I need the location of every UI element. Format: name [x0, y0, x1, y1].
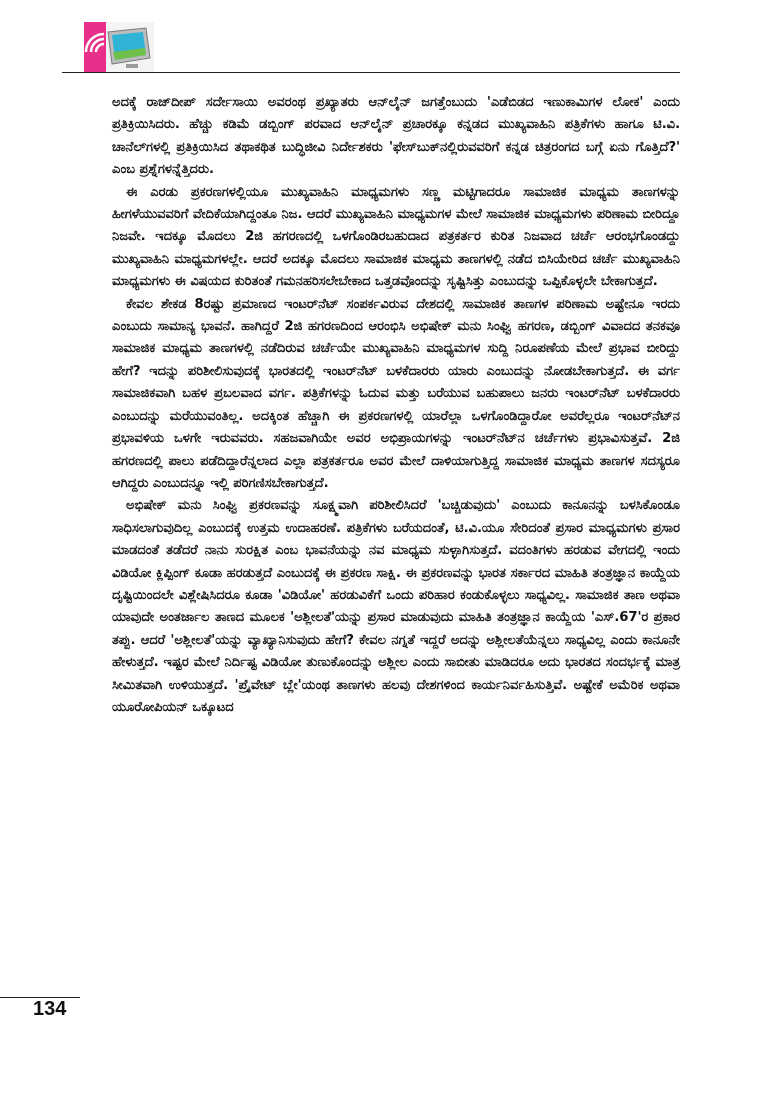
paragraph-4: ಅಭಿಷೇಕ್ ಮನು ಸಿಂಘ್ವಿ ಪ್ರಕರಣವನ್ನು ಸೂಕ್ಷ್ಮವಾಗಿ ಪರಿಶೀಲಿಸಿದರೆ 'ಬಚ್ಚಿಡುವುದು' ಎಂಬುದು ಕಾನೂನನ್ನು ಬಳಸಿಕೊಂಡೂ ಸಾಧಿಸಲಾಗುವುದಿಲ್ಲ ಎಂಬುದಕ್ಕೆ ಉತ್ತಮ ಉದಾಹರಣೆ. ಪತ್ರಿಕೆಗಳು ಬರೆಯದಂತೆ, ಟಿ.ವಿ.ಯೂ ಸೇರಿದಂತೆ ಪ್ರಸಾರ ಮಾಧ್ಯಮಗಳು ಪ್ರಸಾರ ಮಾಡದಂತೆ ತಡೆದರೆ ನಾನು ಸುರಕ್ಷಿತ ಎಂಬ ಭಾವನೆಯನ್ನು ನವ ಮಾಧ್ಯಮ ಸುಳ್ಳಾಗಿಸುತ್ತದೆ. ವದಂತಿಗಳು ಹರಡುವ ವೇಗದಲ್ಲಿ ಇಂದು ವಿಡಿಯೋ ಕ್ಲಿಪ್ಪಿಂಗ್ ಕೂಡಾ ಹರಡುತ್ತದೆ ಎಂಬುದಕ್ಕೆ ಈ ಪ್ರಕರಣ ಸಾಕ್ಷಿ. ಈ ಪ್ರಕರಣವನ್ನು ಭಾರತ ಸರ್ಕಾರದ ಮಾಹಿತಿ ತಂತ್ರಜ್ಞಾನ ಕಾಯ್ದೆಯ ದೃಷ್ಟಿಯಿಂದಲೇ ವಿಶ್ಲೇಷಿಸಿದರೂ ಕೂಡಾ 'ವಿಡಿಯೋ' ಹರಡುವಿಕೆಗೆ ಒಂದು ಪರಿಹಾರ ಕಂಡುಕೊಳ್ಳಲು ಸಾಧ್ಯವಿಲ್ಲ. ಸಾಮಾಜಿಕ ತಾಣ ಅಥವಾ ಯಾವುದೇ ಅಂತರ್ಜಾಲ ತಾಣದ ಮೂಲಕ 'ಅಶ್ಲೀಲತೆ'ಯನ್ನು ಪ್ರಸಾರ ಮಾಡುವುದು ಮಾಹಿತಿ ತಂತ್ರಜ್ಞಾನ ಕಾಯ್ದೆಯ 'ಎಸ್.67'ರ ಪ್ರಕಾರ ತಪ್ಪು. ಆದರೆ 'ಅಶ್ಲೀಲತೆ'ಯನ್ನು ವ್ಯಾಖ್ಯಾನಿಸುವುದು ಹೇಗೆ? ಕೇವಲ ನಗ್ನತೆ ಇದ್ದರೆ ಅದನ್ನು ಅಶ್ಲೀಲತೆಯೆನ್ನಲು ಸಾಧ್ಯವಿಲ್ಲ ಎಂದು ಕಾನೂನೇ ಹೇಳುತ್ತದೆ. ಇಷ್ಟರ ಮೇಲೆ ನಿರ್ದಿಷ್ಟ ವಿಡಿಯೋ ತುಣುಕೊಂದನ್ನು ಅಶ್ಲೀಲ ಎಂದು ಸಾಬೀತು ಮಾಡಿದರೂ ಅದು ಭಾರತದ ಸಂದರ್ಭಕ್ಕೆ ಮಾತ್ರ ಸೀಮಿತವಾಗಿ ಉಳಿಯುತ್ತದೆ. 'ಪ್ರೈವೇಟ್ ಬ್ಲೇ'ಯಂಥ ತಾಣಗಳು ಹಲವು ದೇಶಗಳಿಂದ ಕಾರ್ಯನಿರ್ವಹಿಸುತ್ತಿವೆ. ಅಷ್ಟೇಕೆ ಅಮೆರಿಕ ಅಥವಾ ಯೂರೋಪಿಯನ್ ಒಕ್ಕೂಟದ [112, 498, 680, 715]
monitor-with-signal-icon [82, 22, 154, 72]
paragraph-1: ಅದಕ್ಕೆ ರಾಜ್‌ದೀಪ್ ಸರ್ದೇಸಾಯಿ ಅವರಂಥ ಪ್ರಖ್ಯಾತರು ಆನ್‌ಲೈನ್ ಜಗತ್ತೆಂಬುದು 'ಎಡೆಬಿಡದ ಇಣುಕಾಮಿಗಳ ಲೋಕ' ಎಂದು ಪ್ರತಿಕ್ರಿಯಿಸಿದರು. ಹೆಚ್ಚು ಕಡಿಮೆ ಡಬ್ಬಿಂಗ್ ಪರವಾದ ಆನ್‌ಲೈನ್ ಪ್ರಚಾರಕ್ಕೂ ಕನ್ನಡದ ಮುಖ್ಯವಾಹಿನಿ ಪತ್ರಿಕೆಗಳು ಹಾಗೂ ಟಿ.ವಿ. ಚಾನೆಲ್‌ಗಳಲ್ಲಿ ಪ್ರತಿಕ್ರಿಯಿಸಿದ ತಥಾಕಥಿತ ಬುದ್ಧಿಜೀವಿ ನಿರ್ದೇಶಕರು 'ಫೇಸ್‌ಬುಕ್‌ನಲ್ಲಿರುವವರಿಗೆ ಕನ್ನಡ ಚಿತ್ರರಂಗದ ಬಗ್ಗೆ ಏನು ಗೊತ್ತಿದೆ?' ಎಂಬ ಪ್ರಶ್ನೆಗಳನ್ನೆತ್ತಿದರು. [112, 95, 680, 178]
page-body [112, 92, 680, 719]
header-divider [62, 72, 680, 73]
page-number: 134 [33, 998, 67, 1020]
paragraph-3: ಕೇವಲ ಶೇಕಡ 8ರಷ್ಟು ಪ್ರಮಾಣದ ಇಂಟರ್‌ನೆಟ್ ಸಂಪರ್ಕವಿರುವ ದೇಶದಲ್ಲಿ ಸಾಮಾಜಿಕ ತಾಣಗಳ ಪರಿಣಾಮ ಅಷ್ಟೇನೂ ಇರದು ಎಂಬುದು ಸಾಮಾನ್ಯ ಭಾವನೆ. ಹಾಗಿದ್ದರೆ 2ಜಿ ಹಗರಣದಿಂದ ಆರಂಭಿಸಿ ಅಭಿಷೇಕ್ ಮನು ಸಿಂಘ್ವಿ ಹಗರಣ, ಡಬ್ಬಿಂಗ್ ವಿವಾದದ ತನಕವೂ ಸಾಮಾಜಿಕ ಮಾಧ್ಯಮ ತಾಣಗಳಲ್ಲಿ ನಡೆದಿರುವ ಚರ್ಚೆಯೇ ಮುಖ್ಯವಾಹಿನಿ ಮಾಧ್ಯಮಗಳ ಸುದ್ದಿ ನಿರೂಪಣೆಯ ಮೇಲೆ ಪ್ರಭಾವ ಬೀರಿದ್ದು ಹೇಗೆ? ಇದನ್ನು ಪರಿಶೀಲಿಸುವುದಕ್ಕೆ ಭಾರತದಲ್ಲಿ ಇಂಟರ್‌ನೆಟ್ ಬಳಕೆದಾರರು ಯಾರು ಎಂಬುದನ್ನು ನೋಡಬೇಕಾಗುತ್ತದೆ. ಈ ವರ್ಗ ಸಾಮಾಜಿಕವಾಗಿ ಬಹಳ ಪ್ರಬಲವಾದ ವರ್ಗ. ಪತ್ರಿಕೆಗಳನ್ನು ಓದುವ ಮತ್ತು ಬರೆಯುವ ಬಹುಪಾಲು ಜನರು ಇಂಟರ್‌ನೆಟ್ ಬಳಕೆದಾರರು ಎಂಬುದನ್ನು ಮರೆಯುವಂತಿಲ್ಲ. ಅದಕ್ಕಿಂತ ಹೆಚ್ಚಾಗಿ ಈ ಪ್ರಕರಣಗಳಲ್ಲಿ ಯಾರೆಲ್ಲಾ ಒಳಗೊಂಡಿದ್ದಾರೋ ಅವರೆಲ್ಲರೂ ಇಂಟರ್‌ನೆಟ್‌ನ ಪ್ರಭಾವಳಿಯ ಒಳಗೇ ಇರುವವರು. ಸಹಜವಾಗಿಯೇ ಅವರ ಅಭಿಪ್ರಾಯಗಳನ್ನು ಇಂಟರ್‌ನೆಟ್‌ನ ಚರ್ಚೆಗಳು ಪ್ರಭಾವಿಸುತ್ತವೆ. 2ಜಿ ಹಗರಣದಲ್ಲಿ ಪಾಲು ಪಡೆದಿದ್ದಾರೆನ್ನಲಾದ ಎಲ್ಲಾ ಪತ್ರಕರ್ತರೂ ಅವರ ಮೇಲೆ ದಾಳಿಯಾಗುತ್ತಿದ್ದ ಸಾಮಾಜಿಕ ಮಾಧ್ಯಮ ತಾಣಗಳ ಸದಸ್ಯರೂ ಆಗಿದ್ದರು ಎಂಬುದನ್ನೂ ಇಲ್ಲಿ ಪರಿಗಣಿಸಬೇಕಾಗುತ್ತದೆ. [112, 296, 680, 491]
paragraph-2: ಈ ಎರಡು ಪ್ರಕರಣಗಳಲ್ಲಿಯೂ ಮುಖ್ಯವಾಹಿನಿ ಮಾಧ್ಯಮಗಳು ಸಣ್ಣ ಮಟ್ಟಿಗಾದರೂ ಸಾಮಾಜಿಕ ಮಾಧ್ಯಮ ತಾಣಗಳನ್ನು ಹೀಗಳೆಯುವವರಿಗೆ ವೇದಿಕೆಯಾಗಿದ್ದಂತೂ ನಿಜ. ಆದರೆ ಮುಖ್ಯವಾಹಿನಿ ಮಾಧ್ಯಮಗಳ ಮೇಲೆ ಸಾಮಾಜಿಕ ಮಾಧ್ಯಮಗಳು ಪರಿಣಾಮ ಬೀರಿದ್ದೂ ನಿಜವೇ. ಇದಕ್ಕೂ ಮೊದಲು 2ಜಿ ಹಗರಣದಲ್ಲಿ ಒಳಗೊಂಡಿರಬಹುದಾದ ಪತ್ರಕರ್ತರ ಕುರಿತ ನಿಜವಾದ ಚರ್ಚೆ ಆರಂಭಗೊಂಡದ್ದು ಮುಖ್ಯವಾಹಿನಿ ಮಾಧ್ಯಮಗಳಲ್ಲೇ. ಆದರೆ ಅದಕ್ಕೂ ಮೊದಲು ಸಾಮಾಜಿಕ ಮಾಧ್ಯಮ ತಾಣಗಳಲ್ಲಿ ನಡೆದ ಬಿಸಿಯೇರಿದ ಚರ್ಚೆ ಮುಖ್ಯವಾಹಿನಿ ಮಾಧ್ಯಮಗಳು ಈ ವಿಷಯದ ಕುರಿತಂತೆ ಗಮನಹರಿಸಲೇಬೇಕಾದ ಒತ್ತಡವೊಂದನ್ನು ಸೃಷ್ಟಿಸಿತ್ತು ಎಂಬುದನ್ನು ಒಪ್ಪಿಕೊಳ್ಳಲೇ ಬೇಕಾಗುತ್ತದೆ. [112, 184, 680, 290]
